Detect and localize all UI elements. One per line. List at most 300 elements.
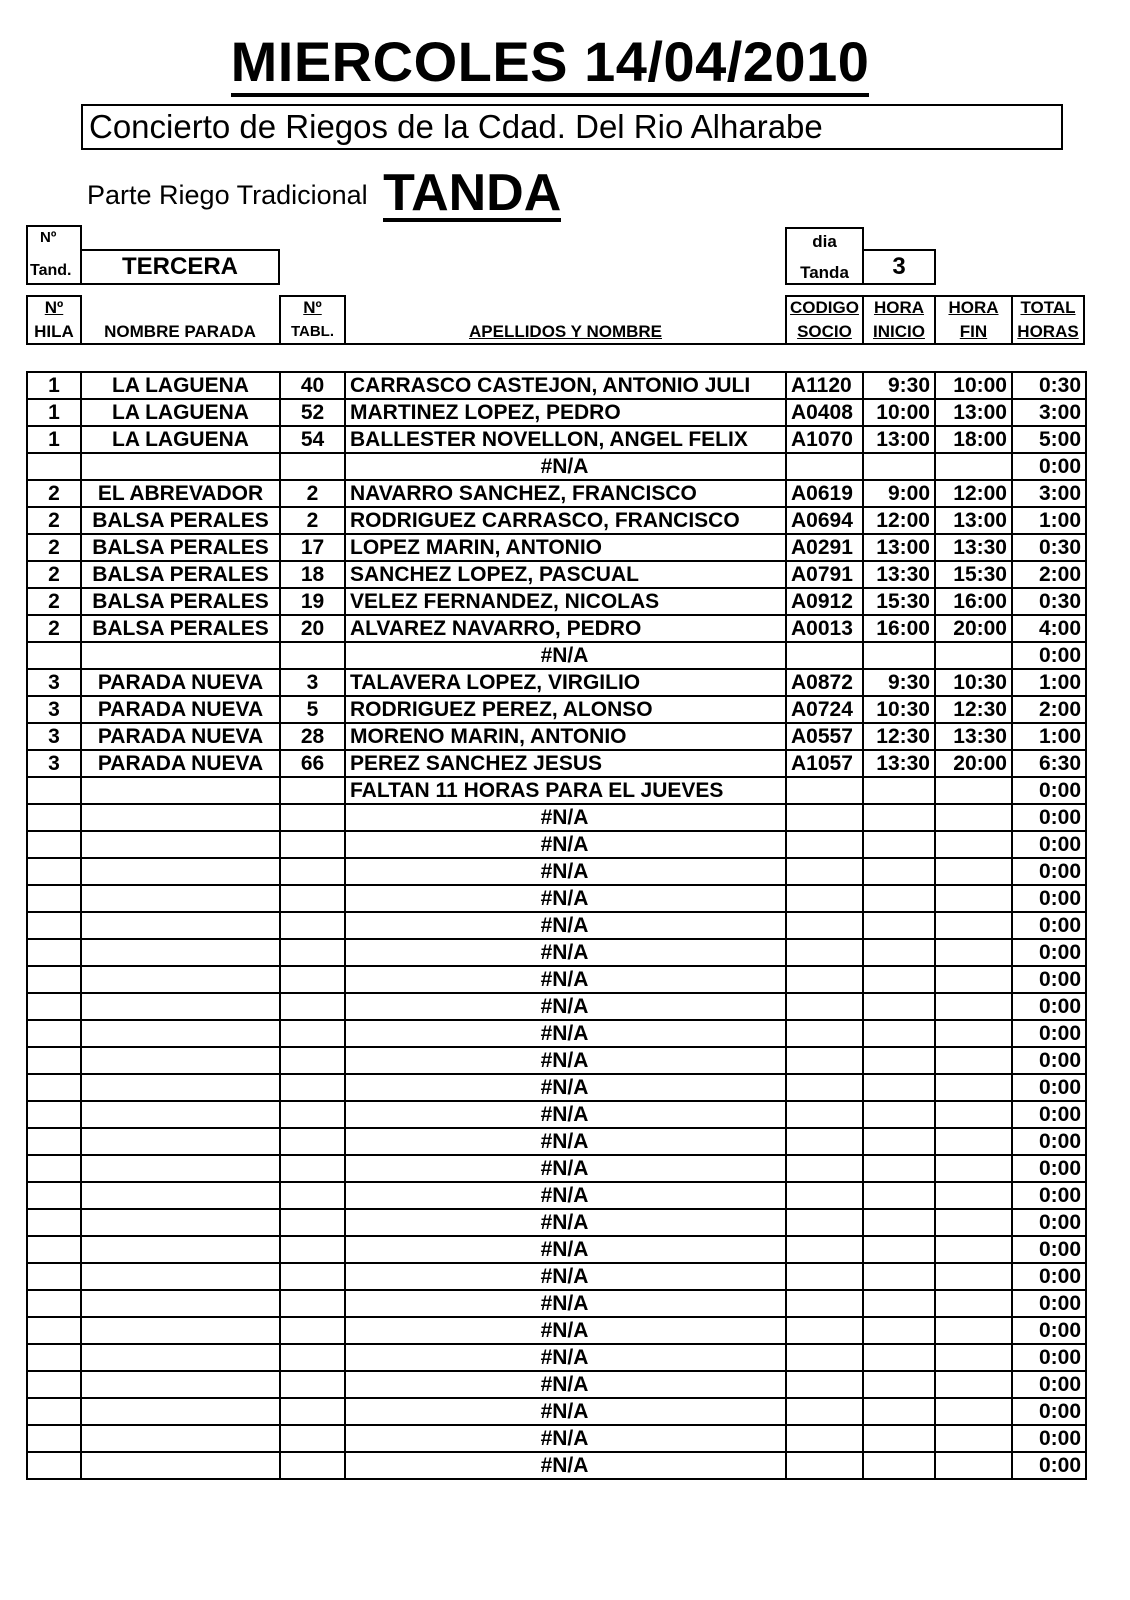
row-total: 5:00 — [1012, 426, 1086, 453]
row-hila — [27, 1020, 81, 1047]
row-hila: 2 — [27, 534, 81, 561]
row-fin: 15:30 — [935, 561, 1012, 588]
row-hila — [27, 912, 81, 939]
header-tabl-top: Nº — [303, 298, 322, 317]
row-fin — [935, 1047, 1012, 1074]
row-codigo — [786, 831, 863, 858]
row-inicio — [863, 912, 935, 939]
page-title — [0, 30, 1100, 94]
row-codigo — [786, 642, 863, 669]
row-codigo — [786, 1371, 863, 1398]
row-tabl — [280, 966, 345, 993]
row-codigo: A0872 — [786, 669, 863, 696]
row-inicio — [863, 1209, 935, 1236]
table-row — [27, 750, 1086, 777]
row-total: 1:00 — [1012, 507, 1086, 534]
row-codigo: A0408 — [786, 399, 863, 426]
row-nombre: #N/A — [345, 1020, 786, 1047]
table-row — [27, 1020, 1086, 1047]
table-row — [27, 912, 1086, 939]
row-codigo — [786, 1452, 863, 1479]
row-parada: LA LAGUENA — [81, 372, 280, 399]
row-fin — [935, 1074, 1012, 1101]
table-row — [27, 885, 1086, 912]
row-tabl — [280, 831, 345, 858]
row-nombre: MORENO MARIN, ANTONIO — [345, 723, 786, 750]
row-fin — [935, 453, 1012, 480]
row-inicio: 16:00 — [863, 615, 935, 642]
header-hila-top: Nº — [44, 298, 64, 317]
row-parada: BALSA PERALES — [81, 507, 280, 534]
dia-value: 3 — [892, 253, 906, 280]
row-tabl: 40 — [280, 372, 345, 399]
row-nombre: #N/A — [345, 1371, 786, 1398]
row-total: 0:00 — [1012, 1452, 1086, 1479]
row-tabl — [280, 858, 345, 885]
row-parada — [81, 858, 280, 885]
row-codigo — [786, 1236, 863, 1263]
row-nombre: #N/A — [345, 1344, 786, 1371]
row-nombre: #N/A — [345, 804, 786, 831]
dia-label-top: dia — [812, 232, 837, 251]
table-row — [27, 1425, 1086, 1452]
row-tabl: 18 — [280, 561, 345, 588]
row-hila — [27, 1182, 81, 1209]
row-fin — [935, 1155, 1012, 1182]
row-tabl — [280, 1020, 345, 1047]
row-total: 0:30 — [1012, 588, 1086, 615]
header-fin-top: HORA — [948, 298, 999, 317]
row-tabl: 17 — [280, 534, 345, 561]
row-fin: 13:00 — [935, 507, 1012, 534]
row-hila — [27, 1344, 81, 1371]
row-inicio — [863, 1452, 935, 1479]
row-fin — [935, 1371, 1012, 1398]
row-hila — [27, 1209, 81, 1236]
row-fin — [935, 831, 1012, 858]
row-hila — [27, 1290, 81, 1317]
row-hila — [27, 804, 81, 831]
row-inicio — [863, 993, 935, 1020]
row-nombre: #N/A — [345, 1101, 786, 1128]
row-nombre: #N/A — [345, 831, 786, 858]
row-fin: 10:00 — [935, 372, 1012, 399]
row-hila — [27, 831, 81, 858]
row-nombre: #N/A — [345, 453, 786, 480]
row-codigo: A1120 — [786, 372, 863, 399]
row-parada: BALSA PERALES — [81, 534, 280, 561]
row-fin: 18:00 — [935, 426, 1012, 453]
row-inicio — [863, 1236, 935, 1263]
row-total: 2:00 — [1012, 561, 1086, 588]
header-nombre-text: APELLIDOS Y NOMBRE — [468, 322, 662, 341]
row-total: 2:00 — [1012, 696, 1086, 723]
row-codigo — [786, 966, 863, 993]
row-inicio — [863, 642, 935, 669]
row-codigo — [786, 1128, 863, 1155]
row-hila — [27, 1074, 81, 1101]
row-nombre: #N/A — [345, 912, 786, 939]
row-fin: 10:30 — [935, 669, 1012, 696]
subtitle-big: TANDA — [383, 164, 562, 222]
table-row — [27, 1290, 1086, 1317]
organization-name: Concierto de Riegos de la Cdad. Del Rio Alharabe — [89, 108, 823, 145]
row-total: 0:00 — [1012, 885, 1086, 912]
row-hila: 1 — [27, 426, 81, 453]
tand-label-box — [26, 225, 82, 285]
row-hila: 2 — [27, 561, 81, 588]
row-inicio: 13:30 — [863, 561, 935, 588]
row-fin — [935, 1317, 1012, 1344]
table-row — [27, 480, 1086, 507]
row-fin: 16:00 — [935, 588, 1012, 615]
row-nombre: #N/A — [345, 1047, 786, 1074]
row-parada: BALSA PERALES — [81, 615, 280, 642]
row-total: 0:00 — [1012, 1263, 1086, 1290]
row-hila — [27, 1236, 81, 1263]
row-total: 0:00 — [1012, 1074, 1086, 1101]
row-tabl — [280, 885, 345, 912]
row-parada: PARADA NUEVA — [81, 696, 280, 723]
row-hila: 2 — [27, 588, 81, 615]
row-parada — [81, 1263, 280, 1290]
table-row — [27, 372, 1086, 399]
row-codigo — [786, 777, 863, 804]
row-inicio: 10:00 — [863, 399, 935, 426]
row-hila — [27, 993, 81, 1020]
row-tabl — [280, 1344, 345, 1371]
row-tabl — [280, 642, 345, 669]
row-hila: 2 — [27, 507, 81, 534]
row-inicio — [863, 885, 935, 912]
row-hila — [27, 939, 81, 966]
row-inicio — [863, 1182, 935, 1209]
row-inicio — [863, 1101, 935, 1128]
row-hila — [27, 1425, 81, 1452]
row-parada — [81, 912, 280, 939]
row-parada — [81, 1182, 280, 1209]
row-inicio — [863, 1047, 935, 1074]
row-codigo: A0912 — [786, 588, 863, 615]
row-hila: 2 — [27, 615, 81, 642]
row-parada — [81, 804, 280, 831]
table-row — [27, 1074, 1086, 1101]
table-row — [27, 588, 1086, 615]
header-parada-text: NOMBRE PARADA — [104, 322, 256, 341]
row-tabl — [280, 1371, 345, 1398]
row-nombre: ALVAREZ NAVARRO, PEDRO — [345, 615, 786, 642]
row-tabl: 28 — [280, 723, 345, 750]
row-codigo — [786, 453, 863, 480]
header-hila — [26, 295, 82, 345]
dia-label-bottom: Tanda — [800, 263, 849, 282]
row-tabl: 54 — [280, 426, 345, 453]
table-row — [27, 399, 1086, 426]
row-nombre: #N/A — [345, 885, 786, 912]
table-row — [27, 723, 1086, 750]
row-parada: BALSA PERALES — [81, 561, 280, 588]
row-nombre: #N/A — [345, 1182, 786, 1209]
row-codigo: A0013 — [786, 615, 863, 642]
row-total: 6:30 — [1012, 750, 1086, 777]
row-codigo: A0724 — [786, 696, 863, 723]
row-fin: 20:00 — [935, 615, 1012, 642]
row-fin — [935, 1263, 1012, 1290]
row-fin — [935, 1290, 1012, 1317]
row-tabl — [280, 1047, 345, 1074]
table-row — [27, 1128, 1086, 1155]
row-total: 0:00 — [1012, 642, 1086, 669]
row-parada — [81, 1047, 280, 1074]
row-codigo — [786, 1425, 863, 1452]
row-inicio — [863, 1425, 935, 1452]
row-codigo — [786, 1155, 863, 1182]
row-inicio — [863, 1074, 935, 1101]
row-fin — [935, 1236, 1012, 1263]
row-nombre: VELEZ FERNANDEZ, NICOLAS — [345, 588, 786, 615]
table-row — [27, 1182, 1086, 1209]
row-inicio: 13:00 — [863, 534, 935, 561]
header-nombre — [344, 319, 787, 345]
row-parada: PARADA NUEVA — [81, 723, 280, 750]
row-parada — [81, 642, 280, 669]
row-hila: 3 — [27, 696, 81, 723]
row-parada — [81, 1236, 280, 1263]
row-parada — [81, 453, 280, 480]
header-codigo-bottom: SOCIO — [797, 322, 852, 341]
row-tabl: 2 — [280, 507, 345, 534]
table-row — [27, 804, 1086, 831]
row-nombre: SANCHEZ LOPEZ, PASCUAL — [345, 561, 786, 588]
table-row — [27, 615, 1086, 642]
row-hila — [27, 1101, 81, 1128]
row-inicio — [863, 1317, 935, 1344]
header-total-bottom: HORAS — [1017, 322, 1079, 341]
row-fin: 20:00 — [935, 750, 1012, 777]
row-hila: 3 — [27, 669, 81, 696]
row-parada — [81, 1425, 280, 1452]
table-row — [27, 1344, 1086, 1371]
row-fin — [935, 912, 1012, 939]
row-codigo — [786, 858, 863, 885]
page-title-text: MIERCOLES 14/04/2010 — [231, 30, 870, 97]
row-tabl — [280, 1317, 345, 1344]
table-row — [27, 696, 1086, 723]
row-fin — [935, 777, 1012, 804]
row-codigo — [786, 1182, 863, 1209]
row-parada — [81, 1371, 280, 1398]
table-row — [27, 939, 1086, 966]
table-row — [27, 1317, 1086, 1344]
row-codigo: A1070 — [786, 426, 863, 453]
row-parada — [81, 831, 280, 858]
row-nombre: #N/A — [345, 642, 786, 669]
row-fin — [935, 1398, 1012, 1425]
row-inicio — [863, 1263, 935, 1290]
row-nombre: CARRASCO CASTEJON, ANTONIO JULI — [345, 372, 786, 399]
table-row — [27, 534, 1086, 561]
header-total-top: TOTAL — [1020, 298, 1076, 317]
row-total: 1:00 — [1012, 669, 1086, 696]
row-tabl — [280, 1074, 345, 1101]
row-total: 0:00 — [1012, 858, 1086, 885]
row-fin — [935, 966, 1012, 993]
row-fin: 13:30 — [935, 723, 1012, 750]
row-codigo — [786, 1317, 863, 1344]
row-nombre: #N/A — [345, 1155, 786, 1182]
table-row — [27, 1155, 1086, 1182]
row-parada: PARADA NUEVA — [81, 669, 280, 696]
row-nombre: LOPEZ MARIN, ANTONIO — [345, 534, 786, 561]
organization-box — [81, 104, 1063, 150]
row-nombre: BALLESTER NOVELLON, ANGEL FELIX — [345, 426, 786, 453]
row-parada — [81, 777, 280, 804]
row-parada — [81, 1290, 280, 1317]
row-total: 0:00 — [1012, 804, 1086, 831]
row-inicio — [863, 831, 935, 858]
tand-label-top: Nº — [40, 229, 57, 246]
row-parada — [81, 1074, 280, 1101]
row-nombre: #N/A — [345, 1236, 786, 1263]
row-codigo — [786, 993, 863, 1020]
row-codigo: A0791 — [786, 561, 863, 588]
row-total: 0:00 — [1012, 1425, 1086, 1452]
table-row — [27, 507, 1086, 534]
row-fin — [935, 1128, 1012, 1155]
row-fin — [935, 1425, 1012, 1452]
row-hila: 3 — [27, 750, 81, 777]
row-inicio: 9:30 — [863, 669, 935, 696]
row-fin — [935, 1209, 1012, 1236]
row-fin — [935, 1452, 1012, 1479]
table-row — [27, 669, 1086, 696]
row-inicio — [863, 966, 935, 993]
row-codigo: A0619 — [786, 480, 863, 507]
row-parada — [81, 1452, 280, 1479]
row-hila: 1 — [27, 399, 81, 426]
row-fin: 12:00 — [935, 480, 1012, 507]
row-tabl: 20 — [280, 615, 345, 642]
row-parada: LA LAGUENA — [81, 426, 280, 453]
row-nombre: #N/A — [345, 1209, 786, 1236]
subtitle — [87, 164, 562, 222]
row-nombre: #N/A — [345, 1317, 786, 1344]
row-total: 0:00 — [1012, 831, 1086, 858]
row-codigo — [786, 1209, 863, 1236]
row-inicio — [863, 804, 935, 831]
row-total: 0:00 — [1012, 1371, 1086, 1398]
row-tabl: 2 — [280, 480, 345, 507]
row-inicio — [863, 1371, 935, 1398]
table-row — [27, 1371, 1086, 1398]
row-fin — [935, 1182, 1012, 1209]
header-inicio-top: HORA — [873, 298, 925, 317]
row-hila: 1 — [27, 372, 81, 399]
row-nombre: #N/A — [345, 1263, 786, 1290]
row-fin — [935, 858, 1012, 885]
row-codigo: A0291 — [786, 534, 863, 561]
dia-value-box — [862, 249, 936, 285]
row-tabl: 52 — [280, 399, 345, 426]
row-nombre: MARTINEZ LOPEZ, PEDRO — [345, 399, 786, 426]
header-total — [1011, 295, 1085, 345]
row-parada — [81, 885, 280, 912]
row-nombre: #N/A — [345, 1425, 786, 1452]
row-parada — [81, 939, 280, 966]
table-row — [27, 1263, 1086, 1290]
row-inicio — [863, 1128, 935, 1155]
row-total: 0:00 — [1012, 1236, 1086, 1263]
row-tabl — [280, 1209, 345, 1236]
table-row — [27, 642, 1086, 669]
header-codigo-top: CODIGO — [790, 298, 859, 317]
row-codigo — [786, 1398, 863, 1425]
row-tabl — [280, 804, 345, 831]
row-total: 0:00 — [1012, 1101, 1086, 1128]
table-body — [27, 372, 1086, 1479]
row-fin: 13:30 — [935, 534, 1012, 561]
table-row — [27, 1236, 1086, 1263]
row-fin — [935, 1344, 1012, 1371]
row-hila — [27, 1398, 81, 1425]
row-tabl — [280, 1101, 345, 1128]
row-total: 0:00 — [1012, 939, 1086, 966]
row-tabl — [280, 1290, 345, 1317]
row-nombre: #N/A — [345, 1128, 786, 1155]
row-inicio: 9:30 — [863, 372, 935, 399]
row-nombre: #N/A — [345, 966, 786, 993]
row-inicio — [863, 1344, 935, 1371]
tand-label-bottom: Tand. — [30, 262, 72, 279]
row-parada: BALSA PERALES — [81, 588, 280, 615]
table-row — [27, 561, 1086, 588]
tand-value: TERCERA — [121, 253, 238, 280]
row-codigo — [786, 1263, 863, 1290]
row-tabl: 5 — [280, 696, 345, 723]
row-parada — [81, 1344, 280, 1371]
row-parada — [81, 1317, 280, 1344]
row-inicio: 15:30 — [863, 588, 935, 615]
row-hila — [27, 1128, 81, 1155]
header-tabl — [279, 295, 346, 345]
row-nombre: #N/A — [345, 939, 786, 966]
row-tabl — [280, 1263, 345, 1290]
row-nombre: RODRIGUEZ PEREZ, ALONSO — [345, 696, 786, 723]
row-total: 0:00 — [1012, 1290, 1086, 1317]
subtitle-text: Parte Riego Tradicional — [87, 180, 368, 210]
row-inicio: 12:00 — [863, 507, 935, 534]
row-fin — [935, 939, 1012, 966]
row-tabl: 3 — [280, 669, 345, 696]
row-total: 4:00 — [1012, 615, 1086, 642]
row-total: 0:30 — [1012, 534, 1086, 561]
row-parada — [81, 1101, 280, 1128]
row-total: 0:00 — [1012, 966, 1086, 993]
table-row — [27, 1101, 1086, 1128]
row-inicio — [863, 1398, 935, 1425]
row-total: 0:00 — [1012, 1344, 1086, 1371]
row-total: 0:00 — [1012, 1398, 1086, 1425]
row-parada: LA LAGUENA — [81, 399, 280, 426]
dia-label-box — [785, 227, 864, 285]
row-hila — [27, 453, 81, 480]
row-inicio: 13:30 — [863, 750, 935, 777]
row-total: 0:00 — [1012, 777, 1086, 804]
row-fin: 12:30 — [935, 696, 1012, 723]
row-nombre: #N/A — [345, 1452, 786, 1479]
row-parada: EL ABREVADOR — [81, 480, 280, 507]
row-codigo — [786, 939, 863, 966]
